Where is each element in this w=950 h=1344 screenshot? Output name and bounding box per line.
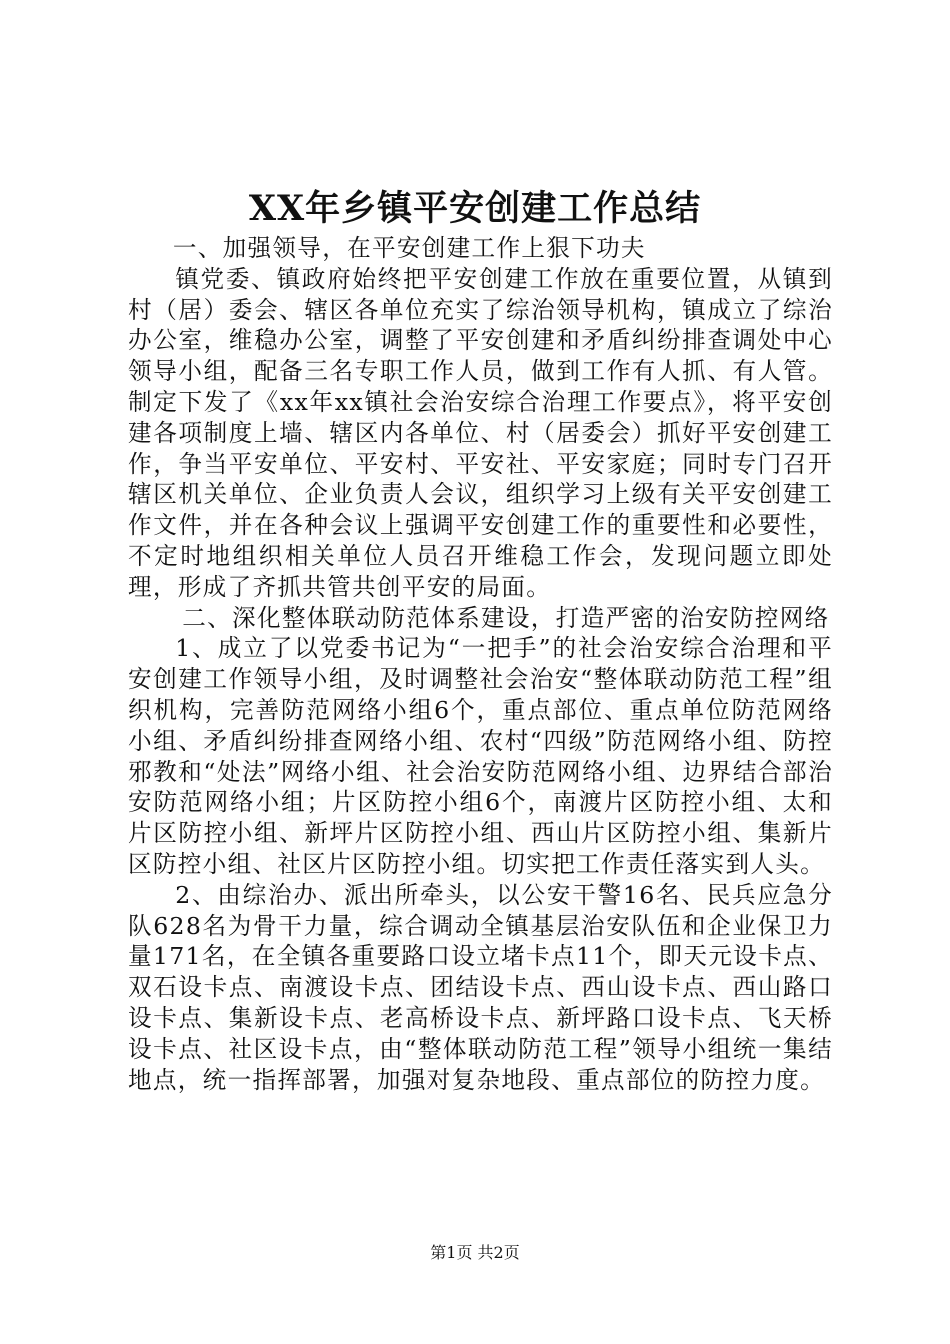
document-body xyxy=(128,233,833,1095)
paragraph-3: 2、由综治办、派出所牵头，以公安干警16名、民兵应急分队628名为骨干力量，综合调动全镇基层治安队伍和企业保卫力量171名，在全镇各重要路口设立堵卡点11个，即天元设卡点、双石设卡点、南渡设卡点、团结设卡点、西山设卡点、西山路口设卡点、集新设卡点、老高桥设卡点、新坪路口设卡点、飞天桥设卡点、社区设卡点，由“整体联动防范工程”领导小组统一集结地点，统一指挥部署，加强对复杂地段、重点部位的防控力度。 xyxy=(128,880,833,1094)
paragraph-2: 1、成立了以党委书记为“一把手”的社会治安综合治理和平安创建工作领导小组，及时调整社会治安“整体联动防范工程”组织机构，完善防范网络小组6个，重点部位、重点单位防范网络小组、矛盾纠纷排查网络小组、农村“四级”防范网络小组、防控邪教和“处法”网络小组、社会治安防范网络小组、边界结合部治安防范网络小组；片区防控小组6个，南渡片区防控小组、太和片区防控小组、新坪片区防控小组、西山片区防控小组、集新片区防控小组、社区片区防控小组。切实把工作责任落实到人头。 xyxy=(128,634,833,878)
section-heading-2: 二、深化整体联动防范体系建设，打造严密的治安防控网络 xyxy=(182,603,830,632)
paragraph-1: 镇党委、镇政府始终把平安创建工作放在重要位置，从镇到村（居）委会、辖区各单位充实了综治领导机构，镇成立了综治办公室，维稳办公室，调整了平安创建和矛盾纠纷排查调处中心领导小组，配备三名专职工作人员，做到工作有人抓、有人管。制定下发了《xx年xx镇社会治安综合治理工作要点》，将平安创建各项制度上墙、辖区内各单位、村（居委会）抓好平安创建工作，争当平安单位、平安村、平安社、平安家庭；同时专门召开辖区机关单位、企业负责人会议，组织学习上级有关平安创建工作文件，并在各种会议上强调平安创建工作的重要性和必要性，不定时地组织相关单位人员召开维稳工作会，发现问题立即处理，形成了齐抓共管共创平安的局面。 xyxy=(128,264,833,601)
page-number-footer: 第1页 共2页 xyxy=(430,1243,520,1262)
document-title: XX年乡镇平安创建工作总结 xyxy=(248,188,702,229)
section-heading-1: 一、加强领导，在平安创建工作上狠下功夫 xyxy=(172,234,646,262)
